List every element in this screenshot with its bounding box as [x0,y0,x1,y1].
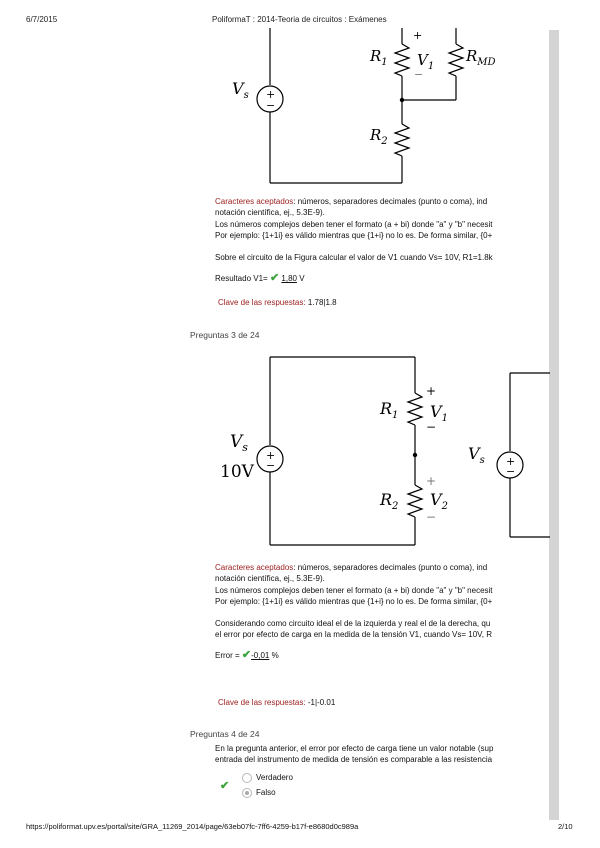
q3-chars-line2: notación científica, ej., 5.3E-9). [215,574,325,583]
check-icon: ✔ [241,650,252,661]
q3-complex-line2: Por ejemplo: {1+1i} es válido mientras que {1+i} no lo es. De forma similar, {0+ [215,597,493,606]
v1-plus: + [426,384,437,398]
q4-question-line1: En la pregunta anterior, el error por efecto de carga tiene un valor notable (sup [215,744,494,753]
q3-question-line2: el error por efecto de carga en la medida de la tensión V1, cuando Vs= 10V, R [215,630,492,639]
vs-label: $V_s$ [230,432,248,454]
r2-label: $R_2$ [380,490,399,512]
q2-result: Resultado V1= ✔ 1,80 V [215,273,305,284]
footer-url: https://poliformat.upv.es/portal/site/GRA_11269_2014/page/63eb07fc-7ff6-4259-b17f-e8680d0c989a [26,822,359,831]
v1-label: $V_1$ [417,51,435,72]
q2-accepted-chars: Caracteres aceptados: números, separadores decimales (punto o coma), ind [215,197,488,206]
r2-label: $R_2$ [370,126,388,147]
v2-minus: − [426,510,437,524]
option-verdadero[interactable]: Verdadero [242,772,293,783]
footer-page-number: 2/10 [558,822,573,831]
radio-falso[interactable] [242,788,252,798]
radio-verdadero[interactable] [242,773,252,783]
q2-complex-line2: Por ejemplo: {1+1i} es válido mientras que {1+i} no lo es. De forma similar, {0+ [215,231,493,240]
q3-circuit-diagram [210,355,550,555]
q3-accepted-chars: Caracteres aceptados: números, separadores decimales (punto o coma), ind [215,563,488,572]
q2-complex-line1: Los números complejos deben tener el formato (a + bi) donde "a" y "b" necesit [215,220,493,229]
q3-question-line1: Considerando como circuito ideal el de la izquierda y real el de la derecha, qu [215,619,491,628]
r1-label: $R_1$ [370,47,388,68]
plus-sign: + [266,88,276,101]
vs-right-label: $V_s$ [468,444,485,466]
v1-plus: + [413,29,423,42]
q3-complex-line1: Los números complejos deben tener el formato (a + bi) donde "a" y "b" necesit [215,586,493,595]
minus-sign: − [266,99,276,112]
accepted-chars-label: Caracteres aceptados [215,197,294,206]
r1-label: $R_1$ [380,399,399,421]
q3-label: Preguntas 3 de 24 [190,330,260,340]
check-icon: ✔ [269,273,280,284]
q4-question-line2: entrada del instrumento de medida de tensión es comparable a las resistencia [215,755,493,764]
result-value: -0,01 [251,651,270,660]
plus-sign-right: + [506,455,516,468]
q2-answer-key: Clave de las respuestas: 1.78|1.8 [218,298,337,307]
v2-label: $V_2$ [430,490,448,512]
v1-label: $V_1$ [430,402,448,424]
q2-question: Sobre el circuito de la Figura calcular el valor de V1 cuando Vs= 10V, R1=1.8k [215,253,493,262]
rmd-label: $R_{MD}$ [466,47,496,68]
print-date: 6/7/2015 [26,15,58,24]
check-icon: ✔ [220,780,230,792]
q2-source-sign [266,88,275,112]
q4-label: Preguntas 4 de 24 [190,729,260,739]
option-falso[interactable]: Falso [242,787,276,798]
v1-minus: − [414,68,424,81]
minus-sign: − [266,459,276,472]
v2-plus: + [426,474,437,488]
vs-value: 10V [220,462,254,482]
minus-sign-right: − [506,465,516,478]
result-value: 1,80 [281,274,297,283]
page-title: PoliformaT : 2014-Teoria de circuitos : Exámenes [212,15,387,24]
q2-circuit-diagram [220,28,520,188]
v1-minus: − [426,420,437,434]
q2-chars-line2: notación científica, ej., 5.3E-9). [215,208,325,217]
accepted-chars-label: Caracteres aceptados [215,563,294,572]
plus-sign: + [266,449,276,462]
q3-answer-key: Clave de las respuestas: -1|-0.01 [218,698,336,707]
vs-label: $V_s$ [232,79,249,101]
q3-result: Error = ✔-0,01 % [215,650,279,661]
